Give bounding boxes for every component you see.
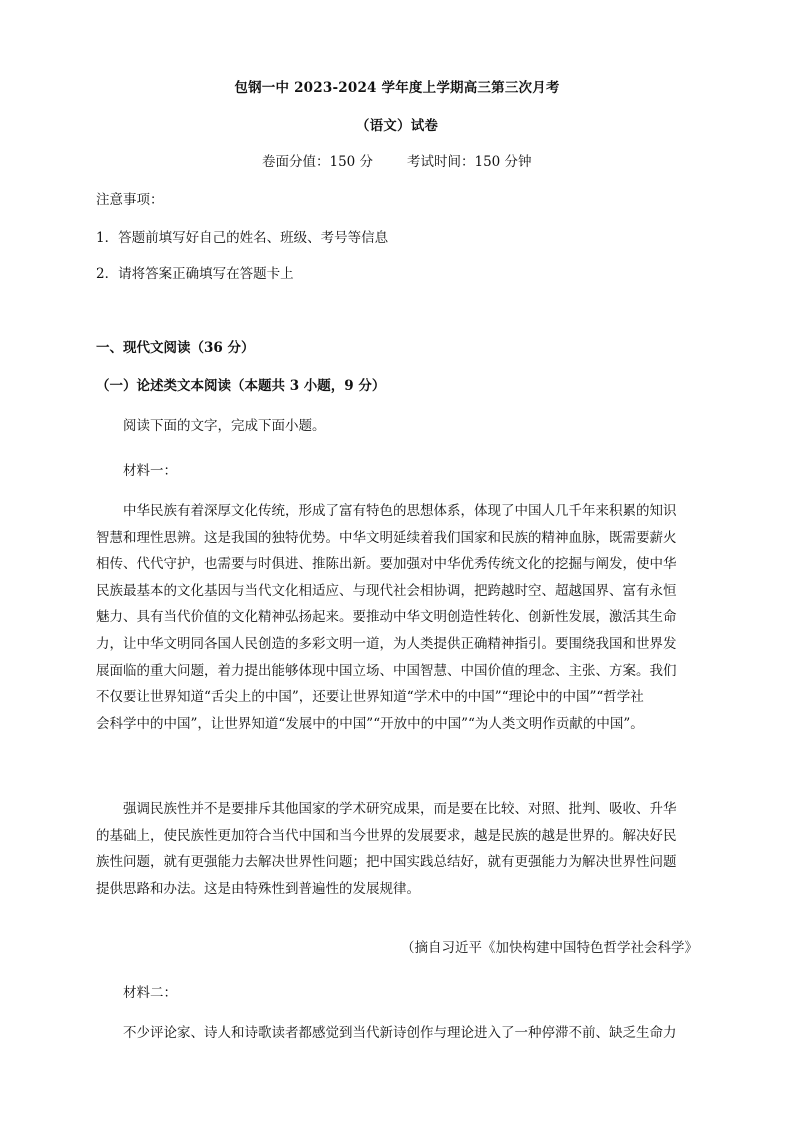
material1-label: 材料一：: [123, 463, 177, 479]
reading-instruction: 阅读下面的文字，完成下面小题。: [123, 418, 326, 434]
exam-title: 包钢一中 2023-2024 学年度上学期高三第三次月考: [234, 80, 560, 96]
text-line: 相传、代代守护，也需要与时俱进、推陈出新。要加强对中华优秀传统文化的挖掘与阐发，使中华: [96, 556, 677, 573]
exam-subtitle: （语文）试卷: [355, 118, 439, 134]
text-line: 魅力、具有当代价值的文化精神弘扬起来。要推动中华文明创造性转化、创新性发展，激活其生命: [96, 609, 677, 626]
note-item: 1．答题前填写好自己的姓名、班级、考号等信息: [96, 230, 389, 246]
text-line: 提供思路和办法。这是由特殊性到普遍性的发展规律。: [96, 880, 420, 897]
note-item: 2．请将答案正确填写在答题卡上: [96, 266, 294, 282]
score-info: 卷面分值：150 分: [262, 154, 374, 170]
material1-paragraph1: [96, 498, 698, 737]
text-line: 不仅要让世界知道“舌尖上的中国”，还要让世界知道“学术中的中国”“理论中的中国”“哲学社: [96, 689, 644, 706]
material2-paragraph1: [96, 1020, 698, 1047]
text-line: 的基础上，使民族性更加符合当代中国和当今世界的发展要求，越是民族的越是世界的。解决好民: [96, 827, 677, 844]
text-line: 力，让中华文明同各国人民创造的多彩文明一道，为人类提供正确精神指引。要围绕我国和世界发: [96, 635, 677, 652]
text-line: 不少评论家、诗人和诗歌读者都感觉到当代新诗创作与理论进入了一种停滞不前、缺乏生命力: [123, 1025, 677, 1041]
text-line: 会科学中的中国”，让世界知道“发展中的中国”“开放中的中国”“为人类文明作贡献的中国”。: [96, 715, 644, 732]
text-line: 智慧和理性思辨。这是我国的独特优势。中华文明延续着我们国家和民族的精神血脉，既需要薪火: [96, 529, 677, 546]
material1-paragraph2: [96, 796, 698, 902]
material1-source: （摘自习近平《加快构建中国特色哲学社会科学》: [401, 940, 698, 956]
text-line: 民族最基本的文化基因与当代文化相适应、与现代社会相协调，把跨越时空、超越国界、富有永恒: [96, 582, 677, 599]
text-line: 强调民族性并不是要排斥其他国家的学术研究成果，而是要在比较、对照、批判、吸收、升华: [123, 801, 677, 817]
text-line: 族性问题，就有更强能力去解决世界性问题；把中国实践总结好，就有更强能力为解决世界性问题: [96, 854, 677, 871]
notes-heading: 注意事项：: [96, 192, 164, 208]
material2-label: 材料二：: [123, 985, 177, 1001]
sub-section-heading: （一）论述类文本阅读（本题共 3 小题，9 分）: [96, 378, 386, 394]
time-info: 考试时间：150 分钟: [407, 154, 532, 170]
text-line: 中华民族有着深厚文化传统，形成了富有特色的思想体系，体现了中国人几千年来积累的知识: [123, 503, 677, 519]
section-heading: 一、现代文阅读（36 分）: [96, 340, 255, 356]
text-line: 展面临的重大问题，着力提出能够体现中国立场、中国智慧、中国价值的理念、主张、方案。我们: [96, 662, 677, 679]
